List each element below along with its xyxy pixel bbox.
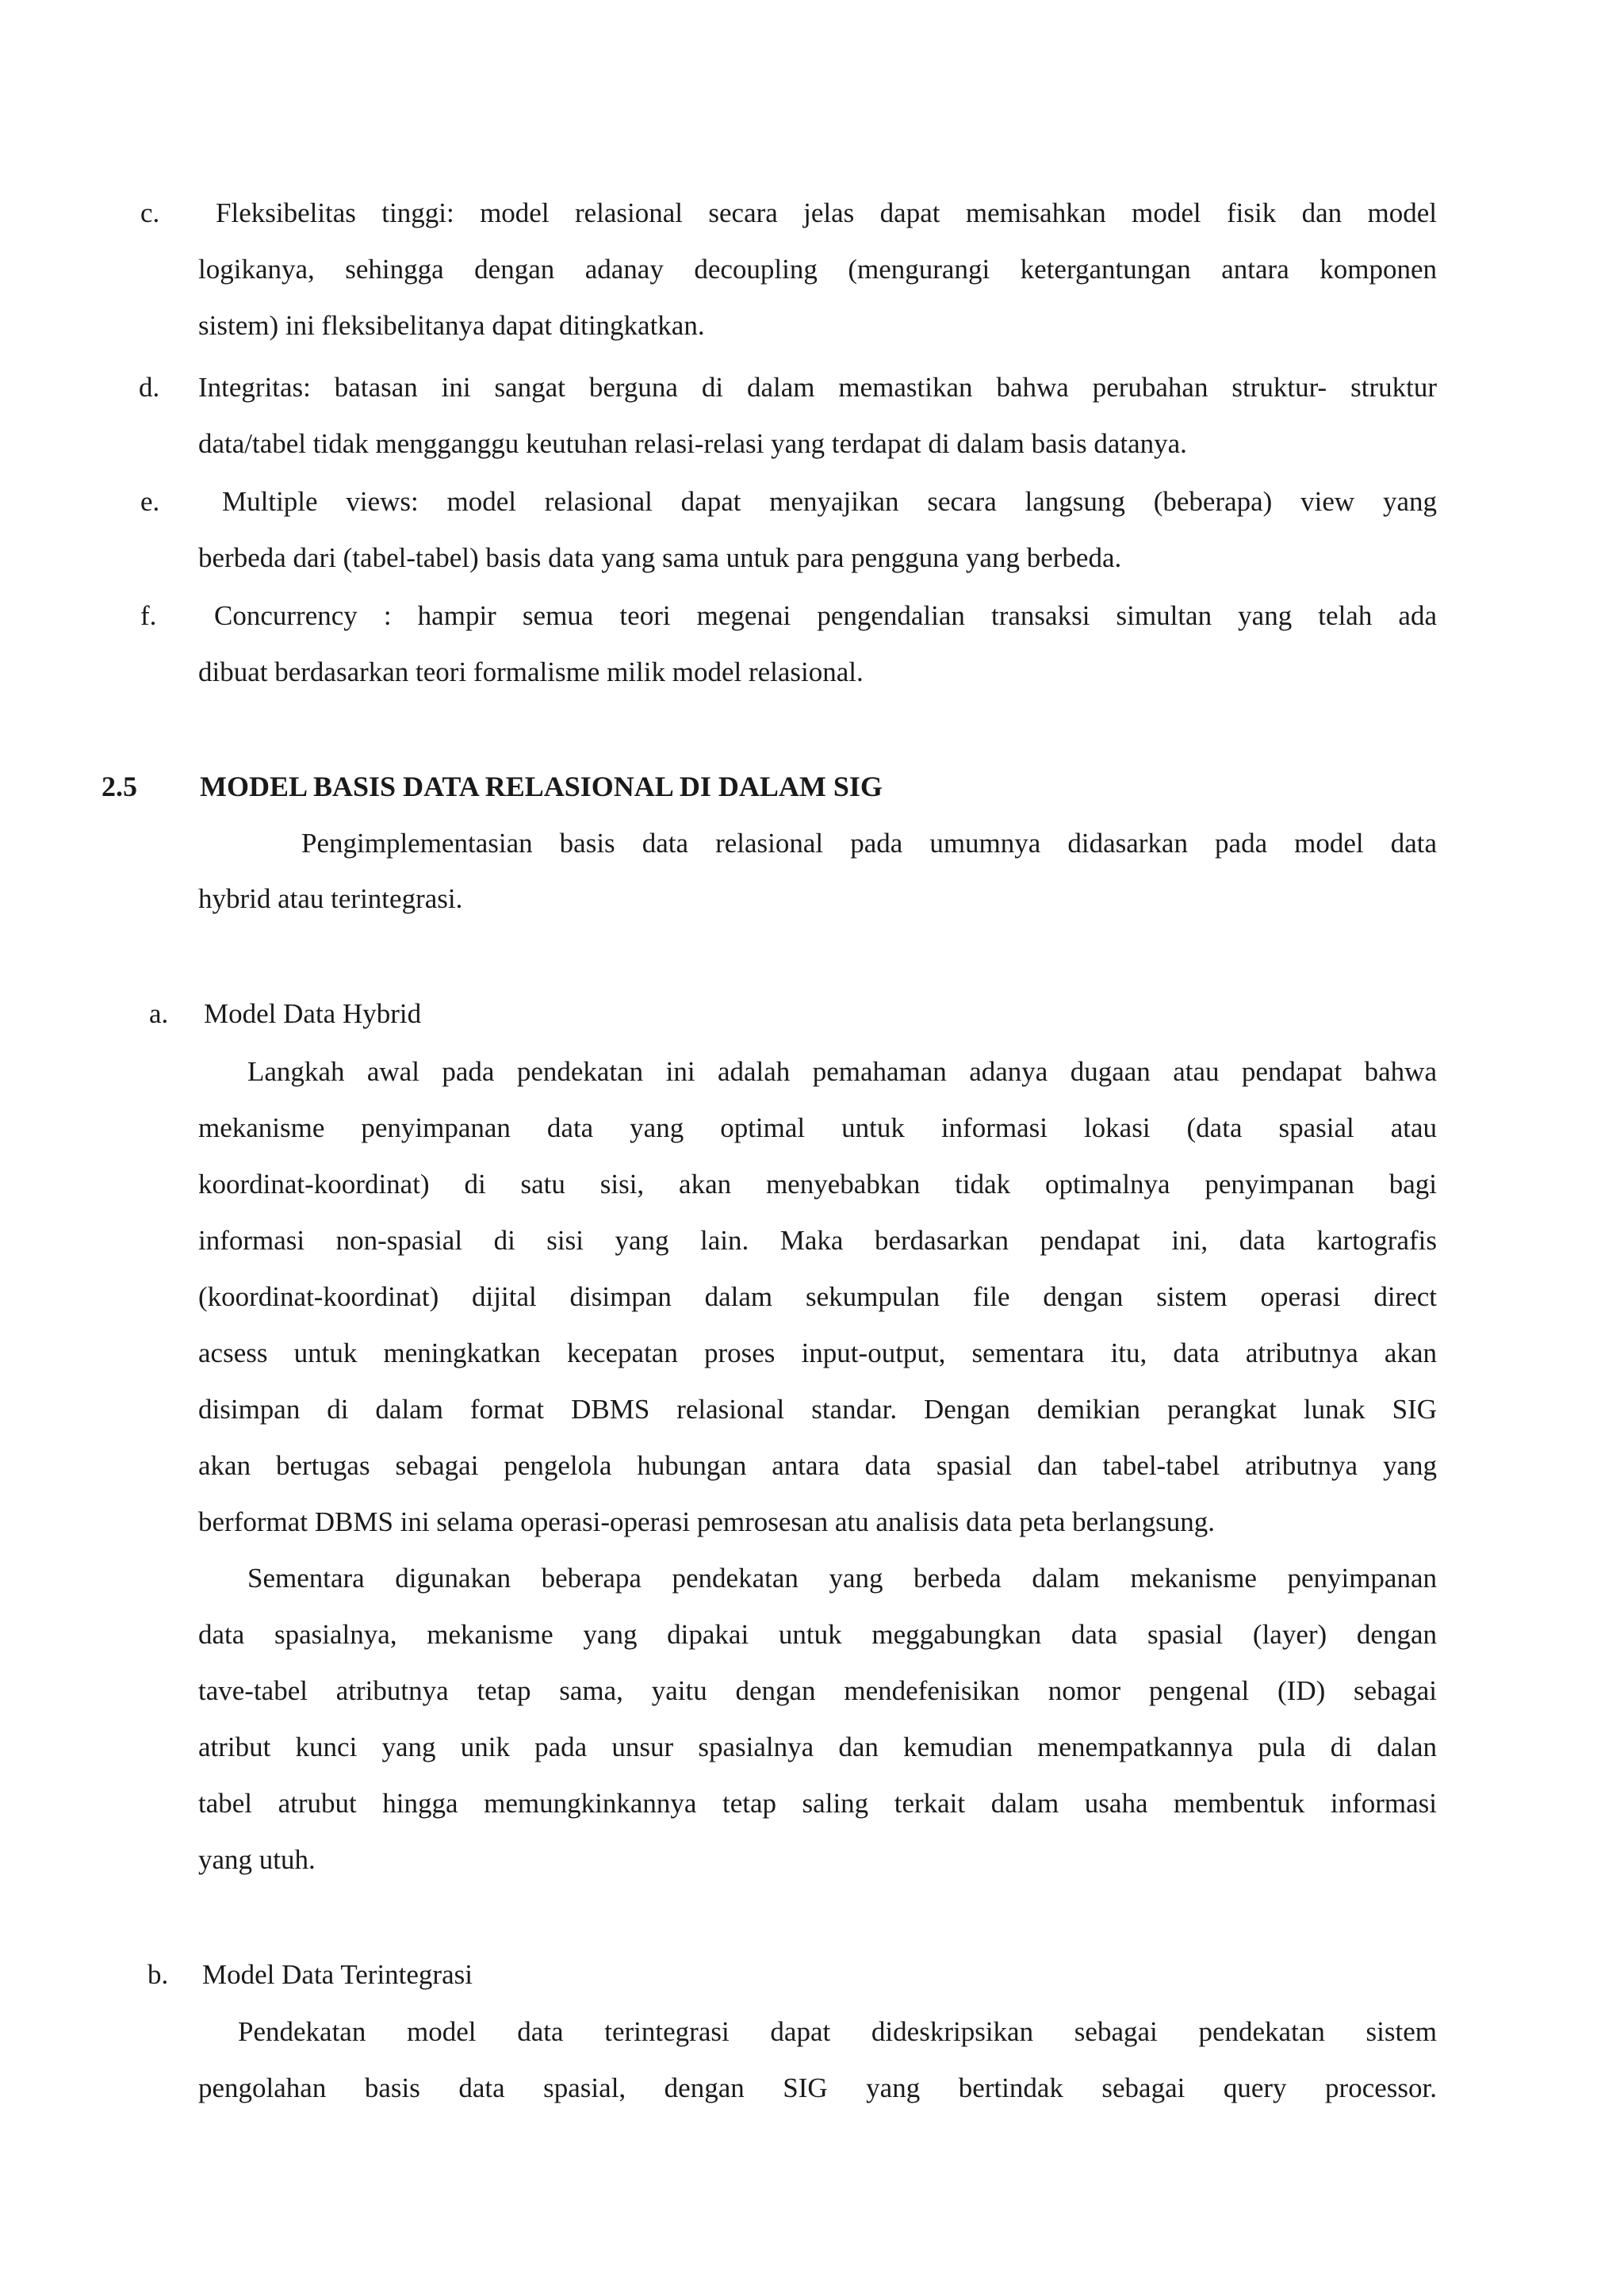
hybrid-p1-line-3: koordinat-koordinat) di satu sisi, akan menyebabkan tidak optimalnya penyimpanan bagi <box>198 1169 1437 1200</box>
hybrid-p2-line-2: data spasialnya, mekanisme yang dipakai untuk meggabungkan data spasial (layer) dengan <box>198 1619 1437 1650</box>
hybrid-p1-line-7: disimpan di dalam format DBMS relasional standar. Dengan demikian perangkat lunak SIG <box>198 1394 1437 1425</box>
list-item-f-line-1: Concurrency : hampir semua teori megenai pengendalian transaksi simultan yang telah ada <box>214 600 1437 631</box>
hybrid-p1-line-5: (koordinat-koordinat) dijital disimpan dalam sekumpulan file dengan sistem operasi direct <box>198 1281 1437 1312</box>
hybrid-p2-line-3: tave-tabel atributnya tetap sama, yaitu dengan mendefenisikan nomor pengenal (ID) sebagai <box>198 1675 1437 1706</box>
section-number: 2.5 <box>102 771 137 802</box>
terintegrasi-p1-line-1: Pendekatan model data terintegrasi dapat dideskripsikan sebagai pendekatan sistem <box>238 2016 1437 2047</box>
list-item-e-line-1: Multiple views: model relasional dapat menyajikan secara langsung (beberapa) view yang <box>222 486 1437 517</box>
hybrid-p2-line-4: atribut kunci yang unik pada unsur spasialnya dan kemudian menempatkannya pula di dalan <box>198 1732 1437 1762</box>
list-item-c-line-3: sistem) ini fleksibelitanya dapat ditingkatkan. <box>198 310 705 341</box>
list-item-c-line-2: logikanya, sehingga dengan adanay decoupling (mengurangi ketergantungan antara komponen <box>198 254 1437 285</box>
hybrid-p1-line-4: informasi non-spasial di sisi yang lain. Maka berdasarkan pendapat ini, data kartografis <box>198 1225 1437 1256</box>
list-item-f-line-2: dibuat berdasarkan teori formalisme milik model relasional. <box>198 656 864 687</box>
list-marker-f: f. <box>140 600 157 631</box>
hybrid-p1-line-6: acsess untuk meningkatkan kecepatan proses input-output, sementara itu, data atributnya akan <box>198 1337 1437 1368</box>
list-marker-e: e. <box>140 486 160 517</box>
hybrid-p2-line-1: Sementara digunakan beberapa pendekatan yang berbeda dalam mekanisme penyimpanan <box>247 1563 1437 1594</box>
hybrid-p1-line-9: berformat DBMS ini selama operasi-operasi pemrosesan atu analisis data peta berlangsung. <box>198 1506 1215 1537</box>
subsection-title-b: Model Data Terintegrasi <box>202 1959 473 1990</box>
section-intro-line-2: hybrid atau terintegrasi. <box>198 883 463 914</box>
section-title: MODEL BASIS DATA RELASIONAL DI DALAM SIG <box>200 771 883 802</box>
list-item-d-line-1: Integritas: batasan ini sangat berguna di dalam memastikan bahwa perubahan struktur- struktur <box>198 372 1437 403</box>
hybrid-p1-line-8: akan bertugas sebagai pengelola hubungan antara data spasial dan tabel-tabel atributnya yang <box>198 1450 1437 1481</box>
list-marker-d: d. <box>139 372 160 403</box>
list-marker-c: c. <box>140 197 160 228</box>
hybrid-p1-line-2: mekanisme penyimpanan data yang optimal untuk informasi lokasi (data spasial atau <box>198 1112 1437 1143</box>
section-intro-line-1: Pengimplementasian basis data relasional pada umumnya didasarkan pada model data <box>301 828 1437 859</box>
terintegrasi-p1-line-2: pengolahan basis data spasial, dengan SIG yang bertindak sebagai query processor. <box>198 2072 1437 2103</box>
subsection-marker-a: a. <box>149 998 169 1029</box>
hybrid-p1-line-1: Langkah awal pada pendekatan ini adalah pemahaman adanya dugaan atau pendapat bahwa <box>247 1056 1437 1087</box>
hybrid-p2-line-5: tabel atrubut hingga memungkinkannya tetap saling terkait dalam usaha membentuk informasi <box>198 1788 1437 1819</box>
hybrid-p2-line-6: yang utuh. <box>198 1844 316 1875</box>
list-item-d-line-2: data/tabel tidak mengganggu keutuhan relasi-relasi yang terdapat di dalam basis datanya. <box>198 428 1187 459</box>
list-item-e-line-2: berbeda dari (tabel-tabel) basis data yang sama untuk para pengguna yang berbeda. <box>198 542 1122 573</box>
list-item-c-line-1: Fleksibelitas tinggi: model relasional secara jelas dapat memisahkan model fisik dan model <box>216 197 1437 228</box>
subsection-marker-b: b. <box>147 1959 169 1990</box>
subsection-title-a: Model Data Hybrid <box>204 998 422 1029</box>
